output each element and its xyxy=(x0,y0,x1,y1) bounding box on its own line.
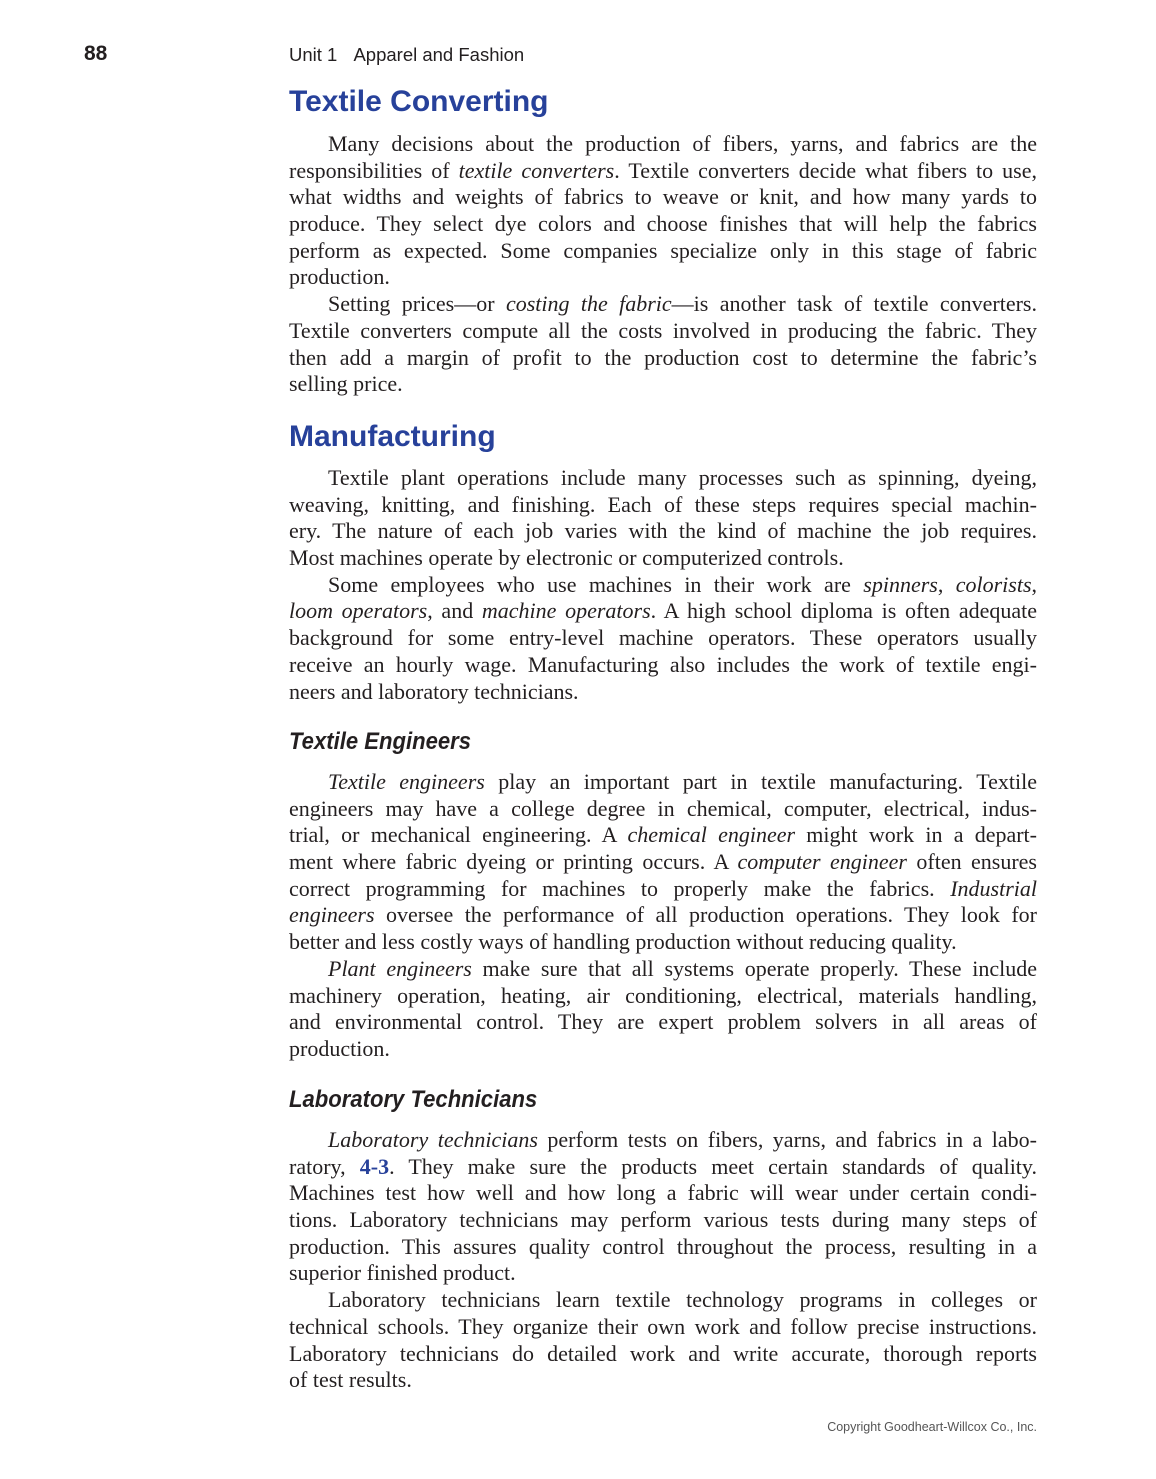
text-run: technical schools. They organize their own work and follow precise instructions. xyxy=(289,1313,1037,1339)
text-run: ratory, xyxy=(289,1153,360,1179)
text-run: , xyxy=(937,571,956,597)
text-line xyxy=(289,822,1037,849)
italic-term: Plant engineers xyxy=(328,955,472,981)
subheading-textile-engineers: Textile Engineers xyxy=(289,728,472,755)
heading-manufacturing: Manufacturing xyxy=(289,420,496,453)
text-line xyxy=(289,1127,1037,1154)
text-run: might work in a depart- xyxy=(795,822,1037,848)
text-line xyxy=(289,264,1037,291)
text-line xyxy=(289,929,1037,956)
text-run: ment where fabric dyeing or printing occurs. A xyxy=(289,849,738,875)
text-line xyxy=(289,211,1037,238)
text-run: production. This assures quality control throughout the process, resulting in a xyxy=(289,1233,1037,1259)
text-line xyxy=(289,291,1037,318)
text-line xyxy=(289,1260,1037,1287)
text-line xyxy=(289,1207,1037,1234)
section-body xyxy=(289,1127,1037,1394)
section-body xyxy=(289,769,1037,1063)
text-line xyxy=(289,983,1037,1010)
text-line xyxy=(289,1367,1037,1394)
italic-term: textile converters xyxy=(458,157,615,183)
text-run: neers and laboratory technicians. xyxy=(289,678,579,704)
text-line xyxy=(289,598,1037,625)
text-run: Many decisions about the production of fibers, yarns, and fabrics are the xyxy=(328,131,1037,156)
text-line xyxy=(289,371,1037,398)
text-run: weaving, knitting, and finishing. Each of these steps requires special machin- xyxy=(289,491,1037,517)
running-header xyxy=(289,44,524,66)
text-run: trial, or mechanical engineering. A xyxy=(289,822,628,848)
subheading-laboratory-technicians: Laboratory Technicians xyxy=(289,1086,538,1113)
text-run: production. xyxy=(289,264,390,290)
figure-reference-link[interactable]: 4-3 xyxy=(359,1153,390,1179)
text-line xyxy=(289,679,1037,706)
text-line xyxy=(289,1287,1037,1314)
text-run: superior finished product. xyxy=(289,1260,516,1286)
text-run: produce. They select dye colors and choose finishes that will help the fabrics xyxy=(289,211,1037,237)
text-run: perform as expected. Some companies specialize only in this stage of fabric xyxy=(289,237,1037,263)
copyright-notice: Copyright Goodheart-Willcox Co., Inc. xyxy=(827,1420,1037,1434)
heading-textile-converting: Textile Converting xyxy=(289,85,549,118)
text-run: what widths and weights of fabrics to weave or knit, and how many yards to xyxy=(289,184,1037,210)
page-number: 88 xyxy=(84,42,108,65)
text-run: background for some entry-level machine operators. These operators usually xyxy=(289,625,1037,651)
text-run: and environmental control. They are expert problem solvers in all areas of xyxy=(289,1009,1037,1035)
text-line xyxy=(289,1234,1037,1261)
text-run: tions. Laboratory technicians may perform various tests during many steps of xyxy=(289,1207,1037,1233)
text-line xyxy=(289,1180,1037,1207)
text-run: machinery operation, heating, air conditioning, electrical, materials handling, xyxy=(289,982,1037,1008)
italic-term: machine operators xyxy=(481,598,651,624)
text-line xyxy=(289,796,1037,823)
text-run: production. xyxy=(289,1035,390,1061)
text-run: play an important part in textile manufacturing. Textile xyxy=(484,769,1037,794)
text-line xyxy=(289,318,1037,345)
text-run: Laboratory technicians learn textile technology programs in colleges or xyxy=(328,1287,1037,1313)
text-run: then add a margin of profit to the production cost to determine the fabric’s xyxy=(289,344,1037,370)
text-run: . They make sure the products meet certain standards of quality. xyxy=(389,1153,1037,1179)
text-run: better and less costly ways of handling production without reducing quality. xyxy=(289,929,957,955)
text-line xyxy=(289,956,1037,983)
unit-label: Unit 1 xyxy=(289,44,338,65)
text-run: correct programming for machines to properly make the fabrics. xyxy=(289,875,951,901)
italic-term: Textile engineers xyxy=(328,769,485,794)
text-line xyxy=(289,184,1037,211)
text-run: Machines test how well and how long a fabric will wear under certain condi- xyxy=(289,1180,1037,1206)
text-run: Some employees who use machines in their work are xyxy=(328,571,864,597)
text-line xyxy=(289,652,1037,679)
italic-term: spinners xyxy=(863,571,938,597)
text-run: Laboratory technicians do detailed work and write accurate, thorough reports xyxy=(289,1340,1037,1366)
text-line xyxy=(289,849,1037,876)
text-line xyxy=(289,465,1037,492)
text-line xyxy=(289,572,1037,599)
text-run: Textile converters compute all the costs involved in producing the fabric. They xyxy=(289,317,1037,343)
italic-term: chemical engineer xyxy=(627,822,796,848)
text-line xyxy=(289,1036,1037,1063)
text-run: make sure that all systems operate properly. These include xyxy=(471,955,1037,981)
text-line xyxy=(289,625,1037,652)
text-run: responsibilities of xyxy=(289,157,459,183)
text-run: Most machines operate by electronic or computerized controls. xyxy=(289,545,844,571)
text-run: perform tests on fibers, yarns, and fabrics in a labo- xyxy=(537,1127,1037,1152)
text-line xyxy=(289,345,1037,372)
text-line xyxy=(289,1009,1037,1036)
text-line xyxy=(289,1341,1037,1368)
text-run: . Textile converters decide what fibers to use, xyxy=(614,157,1037,183)
text-line xyxy=(289,1314,1037,1341)
italic-term: loom operators xyxy=(289,598,428,624)
italic-term: Industrial xyxy=(950,875,1037,901)
section-body xyxy=(289,465,1037,705)
text-line xyxy=(289,518,1037,545)
italic-term: computer engineer xyxy=(737,849,907,875)
text-line xyxy=(289,158,1037,185)
text-run: of test results. xyxy=(289,1367,412,1393)
text-run: oversee the performance of all production operations. They look for xyxy=(374,902,1037,928)
text-line xyxy=(289,238,1037,265)
text-run: Setting prices—or xyxy=(328,291,506,317)
text-line xyxy=(289,902,1037,929)
text-run: often ensures xyxy=(907,849,1037,875)
unit-title: Apparel and Fashion xyxy=(353,44,525,65)
text-line xyxy=(289,131,1037,158)
text-line xyxy=(289,492,1037,519)
italic-term: Laboratory technicians xyxy=(328,1127,538,1152)
text-run: selling price. xyxy=(289,371,403,397)
section-body xyxy=(289,131,1037,398)
italic-term: costing the fabric xyxy=(505,291,672,317)
text-run: , and xyxy=(427,598,482,624)
text-run: . A high school diploma is often adequate xyxy=(650,598,1038,624)
text-run: Textile plant operations include many processes such as spinning, dyeing, xyxy=(328,465,1037,490)
italic-term: engineers xyxy=(289,902,375,928)
text-run: receive an hourly wage. Manufacturing also includes the work of textile engi- xyxy=(289,651,1037,677)
text-run: ery. The nature of each job varies with the kind of machine the job requires. xyxy=(289,518,1037,544)
text-line xyxy=(289,1154,1037,1181)
text-run: —is another task of textile converters. xyxy=(671,291,1037,317)
text-line xyxy=(289,769,1037,796)
italic-term: colorists xyxy=(955,571,1032,597)
text-line xyxy=(289,545,1037,572)
text-run: engineers may have a college degree in chemical, computer, electrical, indus- xyxy=(289,795,1037,821)
text-line xyxy=(289,876,1037,903)
text-run: , xyxy=(1031,571,1038,597)
